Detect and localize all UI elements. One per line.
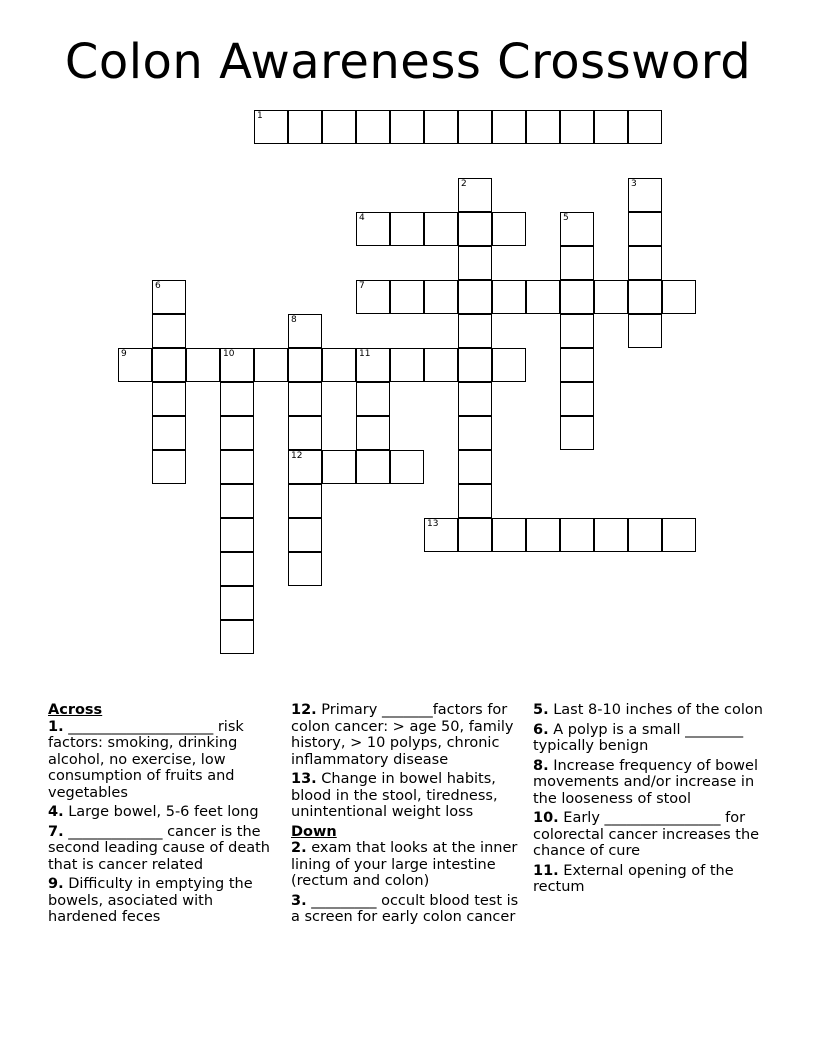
clue-item [48, 824, 278, 874]
clue-item [291, 771, 523, 821]
grid-cell[interactable] [458, 246, 492, 280]
grid-cell[interactable] [322, 348, 356, 382]
grid-cell[interactable] [254, 110, 288, 144]
clue-number: 11 [359, 349, 371, 359]
clue-item [48, 719, 278, 802]
clue-number: 4 [359, 213, 365, 223]
grid-cell[interactable] [288, 382, 322, 416]
grid-cell[interactable] [424, 280, 458, 314]
grid-cell[interactable] [560, 518, 594, 552]
clue-number: 4. [48, 804, 64, 820]
grid-cell[interactable] [288, 416, 322, 450]
grid-cell[interactable] [220, 552, 254, 586]
clue-number: 13. [291, 771, 317, 787]
grid-cell[interactable] [390, 110, 424, 144]
clue-number: 5. [533, 702, 549, 718]
clue-number: 13 [427, 519, 439, 529]
grid-cell[interactable] [356, 348, 390, 382]
clue-text: Increase frequency of bowel movements and/or increase in the looseness of stool [533, 757, 758, 807]
grid-cell[interactable] [492, 348, 526, 382]
grid-cell[interactable] [560, 110, 594, 144]
clue-text: exam that looks at the inner lining of your large intestine (rectum and colon) [291, 840, 518, 889]
grid-cell[interactable] [594, 280, 628, 314]
grid-cell[interactable] [356, 110, 390, 144]
clue-number: 3 [631, 179, 637, 189]
grid-cell[interactable] [492, 212, 526, 246]
grid-cell[interactable] [390, 280, 424, 314]
grid-cell[interactable] [662, 518, 696, 552]
grid-cell[interactable] [220, 484, 254, 518]
grid-cell[interactable] [220, 620, 254, 654]
clue-item [533, 702, 773, 719]
grid-cell[interactable] [492, 518, 526, 552]
grid-cell[interactable] [628, 518, 662, 552]
clue-text: Primary _______factors for colon cancer: > age 50, family history, > 10 polyps, chronic inflammatory disease [291, 702, 514, 768]
grid-cell[interactable] [220, 518, 254, 552]
clue-item [533, 758, 773, 808]
clue-number: 6 [155, 281, 161, 291]
clue-number: 11. [533, 862, 559, 879]
clue-number: 2. [291, 840, 307, 856]
clue-text: Early ________________ for colorectal cancer increases the chance of cure [533, 810, 760, 859]
grid-cell[interactable] [526, 110, 560, 144]
grid-cell[interactable] [560, 246, 594, 280]
clue-list [291, 702, 523, 821]
clue-item [291, 702, 523, 768]
clue-number: 8. [533, 757, 549, 774]
grid-cell[interactable] [356, 382, 390, 416]
grid-cell[interactable] [594, 518, 628, 552]
page-title: Colon Awareness Crossword [64, 34, 752, 90]
grid-cell[interactable] [458, 178, 492, 212]
grid-cell[interactable] [152, 450, 186, 484]
clue-text: _____________ cancer is the second leading cause of death that is cancer related [48, 823, 270, 873]
grid-cell[interactable] [356, 212, 390, 246]
grid-cell[interactable] [254, 348, 288, 382]
grid-cell[interactable] [152, 348, 186, 382]
clue-item [48, 804, 278, 821]
grid-cell[interactable] [458, 484, 492, 518]
grid-cell[interactable] [220, 348, 254, 382]
grid-cell[interactable] [322, 450, 356, 484]
grid-cell[interactable] [356, 450, 390, 484]
grid-cell[interactable] [458, 416, 492, 450]
clue-text: ____________________ risk factors: smoking, drinking alcohol, no exercise, low consumption of fruits and vegetables [48, 718, 244, 801]
grid-cell[interactable] [628, 110, 662, 144]
grid-cell[interactable] [458, 314, 492, 348]
clue-text: A polyp is a small ________ typically benign [533, 721, 744, 754]
grid-cell[interactable] [390, 212, 424, 246]
down-heading: Down [291, 823, 337, 840]
clue-number: 3. [291, 892, 307, 909]
clue-item [533, 863, 773, 896]
grid-cell[interactable] [560, 212, 594, 246]
clue-number: 9 [121, 349, 127, 359]
grid-cell[interactable] [560, 280, 594, 314]
clue-number: 5 [563, 213, 569, 223]
grid-cell[interactable] [492, 110, 526, 144]
grid-cell[interactable] [560, 348, 594, 382]
clue-column-3 [533, 702, 773, 899]
grid-cell[interactable] [628, 280, 662, 314]
clue-number: 7 [359, 281, 365, 291]
clue-item [291, 893, 523, 926]
grid-cell[interactable] [288, 552, 322, 586]
clue-item [533, 810, 773, 860]
grid-cell[interactable] [628, 314, 662, 348]
grid-cell[interactable] [458, 518, 492, 552]
grid-cell[interactable] [526, 280, 560, 314]
grid-cell[interactable] [220, 416, 254, 450]
across-heading: Across [48, 702, 103, 718]
grid-cell[interactable] [628, 178, 662, 212]
grid-cell[interactable] [152, 280, 186, 314]
clue-column-1 [48, 702, 278, 929]
grid-cell[interactable] [424, 212, 458, 246]
grid-cell[interactable] [390, 348, 424, 382]
grid-cell[interactable] [594, 110, 628, 144]
clue-number: 8 [291, 315, 297, 325]
clue-number: 10. [533, 810, 559, 826]
grid-cell[interactable] [356, 416, 390, 450]
clue-number: 12. [291, 702, 317, 718]
grid-cell[interactable] [458, 348, 492, 382]
grid-cell[interactable] [560, 314, 594, 348]
grid-cell[interactable] [458, 212, 492, 246]
grid-cell[interactable] [220, 586, 254, 620]
grid-cell[interactable] [458, 450, 492, 484]
grid-cell[interactable] [560, 382, 594, 416]
clue-list [48, 719, 278, 926]
grid-cell[interactable] [288, 450, 322, 484]
clue-text: Large bowel, 5-6 feet long [63, 804, 259, 820]
grid-cell[interactable] [288, 484, 322, 518]
grid-cell[interactable] [492, 280, 526, 314]
grid-cell[interactable] [424, 110, 458, 144]
grid-cell[interactable] [458, 382, 492, 416]
clue-text: _________ occult blood test is a screen for early colon cancer [291, 892, 519, 925]
grid-cell[interactable] [288, 518, 322, 552]
grid-cell[interactable] [186, 348, 220, 382]
clue-text: External opening of the rectum [533, 862, 734, 895]
grid-cell[interactable] [152, 314, 186, 348]
grid-cell[interactable] [458, 280, 492, 314]
grid-cell[interactable] [458, 110, 492, 144]
clue-number: 9. [48, 876, 64, 892]
clue-text: Last 8-10 inches of the colon [548, 702, 763, 718]
clue-list [291, 840, 523, 926]
grid-cell[interactable] [628, 246, 662, 280]
grid-cell[interactable] [118, 348, 152, 382]
grid-cell[interactable] [662, 280, 696, 314]
clue-text: Difficulty in emptying the bowels, asociated with hardened feces [48, 876, 253, 925]
clue-item [48, 876, 278, 926]
grid-cell[interactable] [288, 348, 322, 382]
grid-cell[interactable] [152, 382, 186, 416]
clue-number: 1. [48, 718, 64, 735]
grid-cell[interactable] [220, 382, 254, 416]
grid-cell[interactable] [152, 416, 186, 450]
clue-number: 12 [291, 451, 303, 461]
grid-cell[interactable] [526, 518, 560, 552]
grid-cell[interactable] [628, 212, 662, 246]
clue-number: 10 [223, 349, 235, 359]
grid-cell[interactable] [356, 280, 390, 314]
clue-text: Change in bowel habits, blood in the stool, tiredness, unintentional weight loss [291, 771, 498, 820]
grid-cell[interactable] [390, 450, 424, 484]
grid-cell[interactable] [288, 314, 322, 348]
clue-column-2 [291, 702, 523, 929]
clue-number: 6. [533, 721, 549, 738]
grid-cell[interactable] [288, 110, 322, 144]
grid-cell[interactable] [560, 416, 594, 450]
clue-number: 2 [461, 179, 467, 189]
clue-number: 1 [257, 111, 263, 121]
grid-cell[interactable] [322, 110, 356, 144]
clue-list [533, 702, 773, 896]
clue-item [533, 722, 773, 755]
clue-number: 7. [48, 823, 64, 840]
grid-cell[interactable] [424, 518, 458, 552]
clue-item [291, 840, 523, 890]
grid-cell[interactable] [220, 450, 254, 484]
grid-cell[interactable] [424, 348, 458, 382]
